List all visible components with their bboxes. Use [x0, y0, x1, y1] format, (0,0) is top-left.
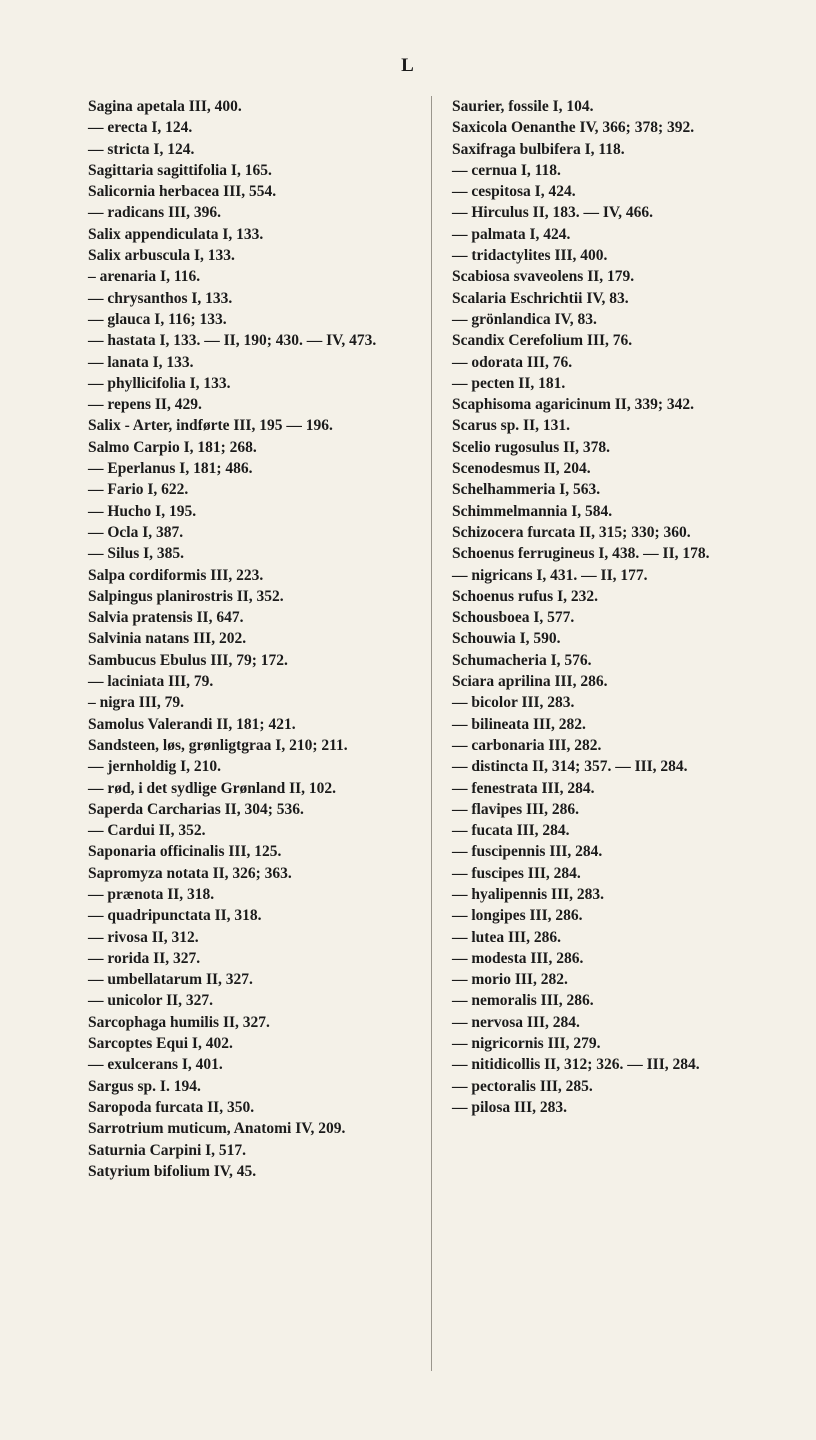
index-entry: — pectoralis III, 285. — [452, 1077, 593, 1095]
index-entry: Salix - Arter, indførte III, 195 — 196. — [88, 417, 333, 435]
index-entry: — grönlandica IV, 83. — [452, 310, 597, 328]
index-entry: – nigra III, 79. — [88, 694, 185, 712]
index-entry: — fuscipes III, 284. — [452, 864, 581, 882]
index-entry: — cespitosa I, 424. — [452, 183, 576, 201]
page-header-letter: L — [401, 55, 415, 76]
index-column-left — [88, 96, 418, 1182]
index-entry: Sargus sp. I. 194. — [88, 1077, 201, 1095]
index-entry: — quadripunctata II, 318. — [88, 907, 262, 925]
index-entry: Salmo Carpio I, 181; 268. — [88, 438, 257, 456]
index-entry: Saurier, fossile I, 104. — [452, 98, 594, 115]
index-entry: — exulcerans I, 401. — [88, 1056, 223, 1074]
index-entry: Salvia pratensis II, 647. — [88, 609, 244, 627]
index-entry: — fuscipennis III, 284. — [452, 843, 603, 861]
index-entry: Schoenus ferrugineus I, 438. — II, 178. — [452, 545, 710, 563]
index-entry: — Ocla I, 387. — [88, 523, 184, 541]
index-entry: — umbellatarum II, 327. — [88, 971, 253, 989]
index-entry: — nemoralis III, 286. — [452, 992, 594, 1010]
index-entry: Samolus Valerandi II, 181; 421. — [88, 715, 296, 733]
index-entry: Salvinia natans III, 202. — [88, 630, 247, 648]
index-entry: — nigricornis III, 279. — [452, 1035, 601, 1053]
index-entry: — rød, i det sydlige Grønland II, 102. — [88, 779, 337, 797]
index-entry: — odorata III, 76. — [452, 353, 573, 371]
index-entry: — Hucho I, 195. — [88, 502, 197, 520]
index-entry: Saropoda furcata II, 350. — [88, 1098, 255, 1116]
index-entry: Scabiosa svaveolens II, 179. — [452, 268, 635, 286]
index-column-right — [452, 96, 782, 1118]
index-entry: Schousboea I, 577. — [452, 609, 575, 627]
index-entry: — nervosa III, 284. — [452, 1013, 580, 1031]
index-entry: — Hirculus II, 183. — IV, 466. — [452, 204, 653, 222]
index-entry: Sapromyza notata II, 326; 363. — [88, 864, 292, 882]
column-divider — [431, 96, 432, 1371]
index-entry: — longipes III, 286. — [452, 907, 583, 925]
index-entry: — jernholdig I, 210. — [88, 758, 222, 776]
index-entry: Sagittaria sagittifolia I, 165. — [88, 161, 272, 179]
index-entry: Saturnia Carpini I, 517. — [88, 1141, 247, 1159]
index-entry: Scenodesmus II, 204. — [452, 460, 591, 478]
index-entry: Sciara aprilina III, 286. — [452, 673, 608, 691]
index-entry: Scelio rugosulus II, 378. — [452, 438, 611, 456]
index-entry: — rivosa II, 312. — [88, 928, 199, 946]
index-entry: — Cardui II, 352. — [88, 822, 206, 840]
index-entry: — repens II, 429. — [88, 396, 202, 414]
index-entry: — fucata III, 284. — [452, 822, 570, 840]
index-entry: — fenestrata III, 284. — [452, 779, 595, 797]
index-entry: — modesta III, 286. — [452, 949, 584, 967]
index-entry: — phyllicifolia I, 133. — [88, 374, 231, 392]
index-entry: Satyrium bifolium IV, 45. — [88, 1162, 257, 1180]
index-entry: — unicolor II, 327. — [88, 992, 214, 1010]
index-entry: — morio III, 282. — [452, 971, 568, 989]
index-entry: Schizocera furcata II, 315; 330; 360. — [452, 523, 691, 541]
index-entry: Scarus sp. II, 131. — [452, 417, 570, 435]
index-entry: — nitidicollis II, 312; 326. — III, 284. — [452, 1056, 700, 1074]
index-entry: — tridactylites III, 400. — [452, 247, 608, 265]
index-entry: Salpa cordiformis III, 223. — [88, 566, 264, 584]
index-entry: — Eperlanus I, 181; 486. — [88, 460, 253, 478]
index-entry: — cernua I, 118. — [452, 161, 561, 179]
index-entry: Saxicola Oenanthe IV, 366; 378; 392. — [452, 119, 695, 137]
index-entry: — stricta I, 124. — [88, 140, 195, 158]
index-entry: — erecta I, 124. — [88, 119, 193, 137]
index-entry: — hastata I, 133. — II, 190; 430. — IV, 473. — [88, 332, 377, 350]
index-entry: — lutea III, 286. — [452, 928, 561, 946]
index-entry: — carbonaria III, 282. — [452, 736, 602, 754]
index-entry: — laciniata III, 79. — [88, 673, 214, 691]
index-entry: — lanata I, 133. — [88, 353, 194, 371]
index-entry: — pecten II, 181. — [452, 374, 566, 392]
index-entry: Sagina apetala III, 400. — [88, 98, 242, 115]
index-entry: — Silus I, 385. — [88, 545, 185, 563]
index-entry: Sandsteen, løs, grønligtgraa I, 210; 211. — [88, 736, 348, 754]
index-entry: Salpingus planirostris II, 352. — [88, 587, 284, 605]
index-entry: Saponaria officinalis III, 125. — [88, 843, 282, 861]
index-entry: Sarcoptes Equi I, 402. — [88, 1035, 233, 1053]
index-entry: Saxifraga bulbifera I, 118. — [452, 140, 625, 158]
index-entry: Scandix Cerefolium III, 76. — [452, 332, 633, 350]
index-entry: Sarcophaga humilis II, 327. — [88, 1013, 270, 1031]
index-entry: — prænota II, 318. — [88, 885, 215, 903]
index-entry: Sarrotrium muticum, Anatomi IV, 209. — [88, 1120, 346, 1138]
index-entry: — radicans III, 396. — [88, 204, 222, 222]
index-entry: Schoenus rufus I, 232. — [452, 587, 598, 605]
index-entry: Saperda Carcharias II, 304; 536. — [88, 800, 304, 818]
index-entry: Schelhammeria I, 563. — [452, 481, 601, 499]
index-entry: — palmata I, 424. — [452, 225, 571, 243]
index-entry: — nigricans I, 431. — II, 177. — [452, 566, 648, 584]
index-entry: Schimmelmannia I, 584. — [452, 502, 613, 520]
index-entry: – arenaria I, 116. — [88, 268, 201, 286]
index-entry: — hyalipennis III, 283. — [452, 885, 605, 903]
index-entry: Salicornia herbacea III, 554. — [88, 183, 277, 201]
index-entry: Sambucus Ebulus III, 79; 172. — [88, 651, 288, 669]
index-entry: Schouwia I, 590. — [452, 630, 561, 648]
index-entry: — Fario I, 622. — [88, 481, 189, 499]
index-entry: Scaphisoma agaricinum II, 339; 342. — [452, 396, 694, 414]
index-entry: — distincta II, 314; 357. — III, 284. — [452, 758, 688, 776]
index-entry: Salix appendiculata I, 133. — [88, 225, 264, 243]
index-entry: Salix arbuscula I, 133. — [88, 247, 235, 265]
index-entry: Scalaria Eschrichtii IV, 83. — [452, 289, 629, 307]
index-entry: — pilosa III, 283. — [452, 1098, 567, 1116]
index-entry: — bilineata III, 282. — [452, 715, 586, 733]
index-entry: — glauca I, 116; 133. — [88, 310, 227, 328]
index-entry: — flavipes III, 286. — [452, 800, 580, 818]
index-entry: — chrysanthos I, 133. — [88, 289, 233, 307]
index-entry: Schumacheria I, 576. — [452, 651, 592, 669]
index-entry: — bicolor III, 283. — [452, 694, 575, 712]
index-entry: — rorida II, 327. — [88, 949, 201, 967]
